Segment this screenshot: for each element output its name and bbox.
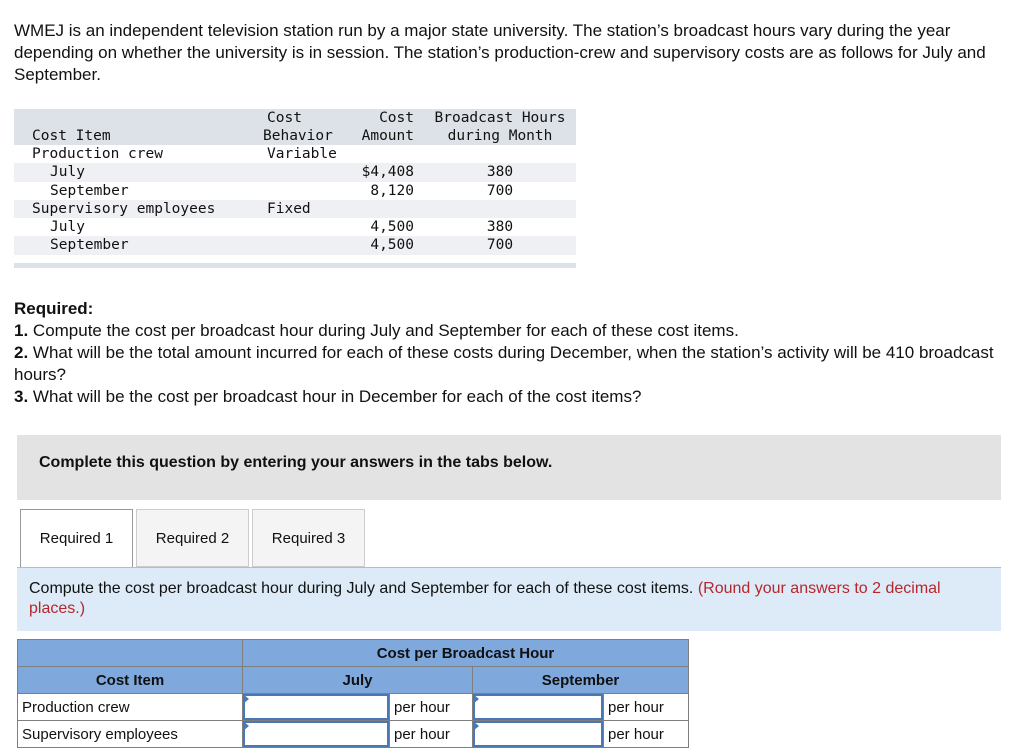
- banner-text: Complete this question by entering your answers in the tabs below.: [39, 454, 553, 471]
- header-cost-item: Cost Item: [32, 128, 111, 144]
- required-item: [14, 386, 1004, 408]
- rounding-note: (Round your answers to 2 decimal places.): [29, 580, 941, 617]
- cost-data-table: [14, 109, 576, 255]
- supervisory-july-input[interactable]: [243, 721, 389, 747]
- cell-amount: $4,408: [361, 164, 414, 181]
- unit-label: per hour: [390, 694, 473, 721]
- cell-item: September: [50, 182, 129, 199]
- input-cell: [473, 694, 604, 721]
- row-label: Production crew: [18, 694, 243, 721]
- header-september: September: [473, 667, 689, 694]
- required-item: [14, 342, 1004, 386]
- input-marker-icon: [473, 694, 479, 704]
- cell-item: September: [50, 237, 129, 254]
- input-marker-icon: [243, 694, 249, 704]
- item-text: What will be the total amount incurred for each of these costs during December, when the station’s activity will be 410 broadcast hours?: [14, 343, 994, 384]
- header-july: July: [243, 667, 473, 694]
- cell-item: July: [50, 164, 85, 181]
- table-row: [14, 236, 576, 254]
- cell-item: July: [50, 219, 85, 236]
- header-blank: [18, 640, 243, 667]
- input-cell: [473, 721, 604, 748]
- table-row: [18, 721, 689, 748]
- instruction-text: Compute the cost per broadcast hour during July and September for each of these cost items.: [29, 580, 698, 597]
- table-row: [18, 694, 689, 721]
- input-marker-icon: [243, 721, 249, 731]
- row-label: Supervisory employees: [18, 721, 243, 748]
- cell-hours: 380: [486, 219, 514, 236]
- cell-hours: 700: [486, 237, 514, 254]
- item-number: 1.: [14, 321, 29, 340]
- problem-intro: WMEJ is an independent television station run by a major state university. The station’s broadcast hours vary during the year depending on whether the university is in session. The station’s production-crew and supervisory costs are as follows for July and September.: [14, 21, 986, 84]
- supervisory-september-input[interactable]: [473, 721, 603, 747]
- table-row: [14, 218, 576, 236]
- item-number: 2.: [14, 343, 29, 362]
- item-text: Compute the cost per broadcast hour during July and September for each of these cost items.: [28, 321, 739, 340]
- table-footer-bar: [14, 263, 576, 268]
- item-text: What will be the cost per broadcast hour in December for each of the cost items?: [28, 387, 642, 406]
- header-hours: during Month: [447, 128, 553, 144]
- input-cell: [243, 721, 390, 748]
- header-cost-per-hour: Cost per Broadcast Hour: [243, 640, 689, 667]
- cell-item: Production crew: [32, 146, 163, 162]
- table-row: [14, 163, 576, 181]
- input-marker-icon: [473, 721, 479, 731]
- production-crew-september-input[interactable]: [473, 694, 603, 720]
- cell-hours: 700: [486, 182, 514, 199]
- item-number: 3.: [14, 387, 29, 406]
- tab-required-3[interactable]: Required 3: [252, 509, 365, 567]
- cell-hours: 380: [486, 164, 514, 181]
- header-amount: Cost: [379, 110, 414, 126]
- instruction-banner: [17, 435, 1001, 500]
- table-row: [14, 182, 576, 200]
- header-hours: Broadcast Hours: [434, 110, 566, 126]
- cell-amount: 4,500: [370, 219, 414, 236]
- production-crew-july-input[interactable]: [243, 694, 389, 720]
- unit-label: per hour: [604, 721, 689, 748]
- required-item: [14, 320, 1004, 342]
- tab-instruction: [17, 568, 1001, 631]
- table-row: [14, 200, 576, 218]
- cell-behavior: Fixed: [267, 200, 311, 217]
- header-behavior: Cost: [267, 110, 302, 126]
- cell-item: Supervisory employees: [32, 200, 216, 217]
- unit-label: per hour: [390, 721, 473, 748]
- header-cost-item: Cost Item: [18, 667, 243, 694]
- cell-behavior: Variable: [267, 146, 337, 162]
- header-amount: Amount: [361, 128, 414, 144]
- input-cell: [243, 694, 390, 721]
- cell-amount: 4,500: [370, 237, 414, 254]
- tab-required-1[interactable]: Required 1: [20, 509, 133, 569]
- unit-label: per hour: [604, 694, 689, 721]
- header-behavior: Behavior: [263, 128, 333, 144]
- tab-required-2[interactable]: Required 2: [136, 509, 249, 567]
- table-row: [14, 145, 576, 163]
- required-title: Required:: [14, 299, 94, 318]
- required-section: [14, 298, 1004, 408]
- answer-table: [17, 639, 689, 748]
- table-header: [14, 109, 576, 145]
- cell-amount: 8,120: [370, 182, 414, 199]
